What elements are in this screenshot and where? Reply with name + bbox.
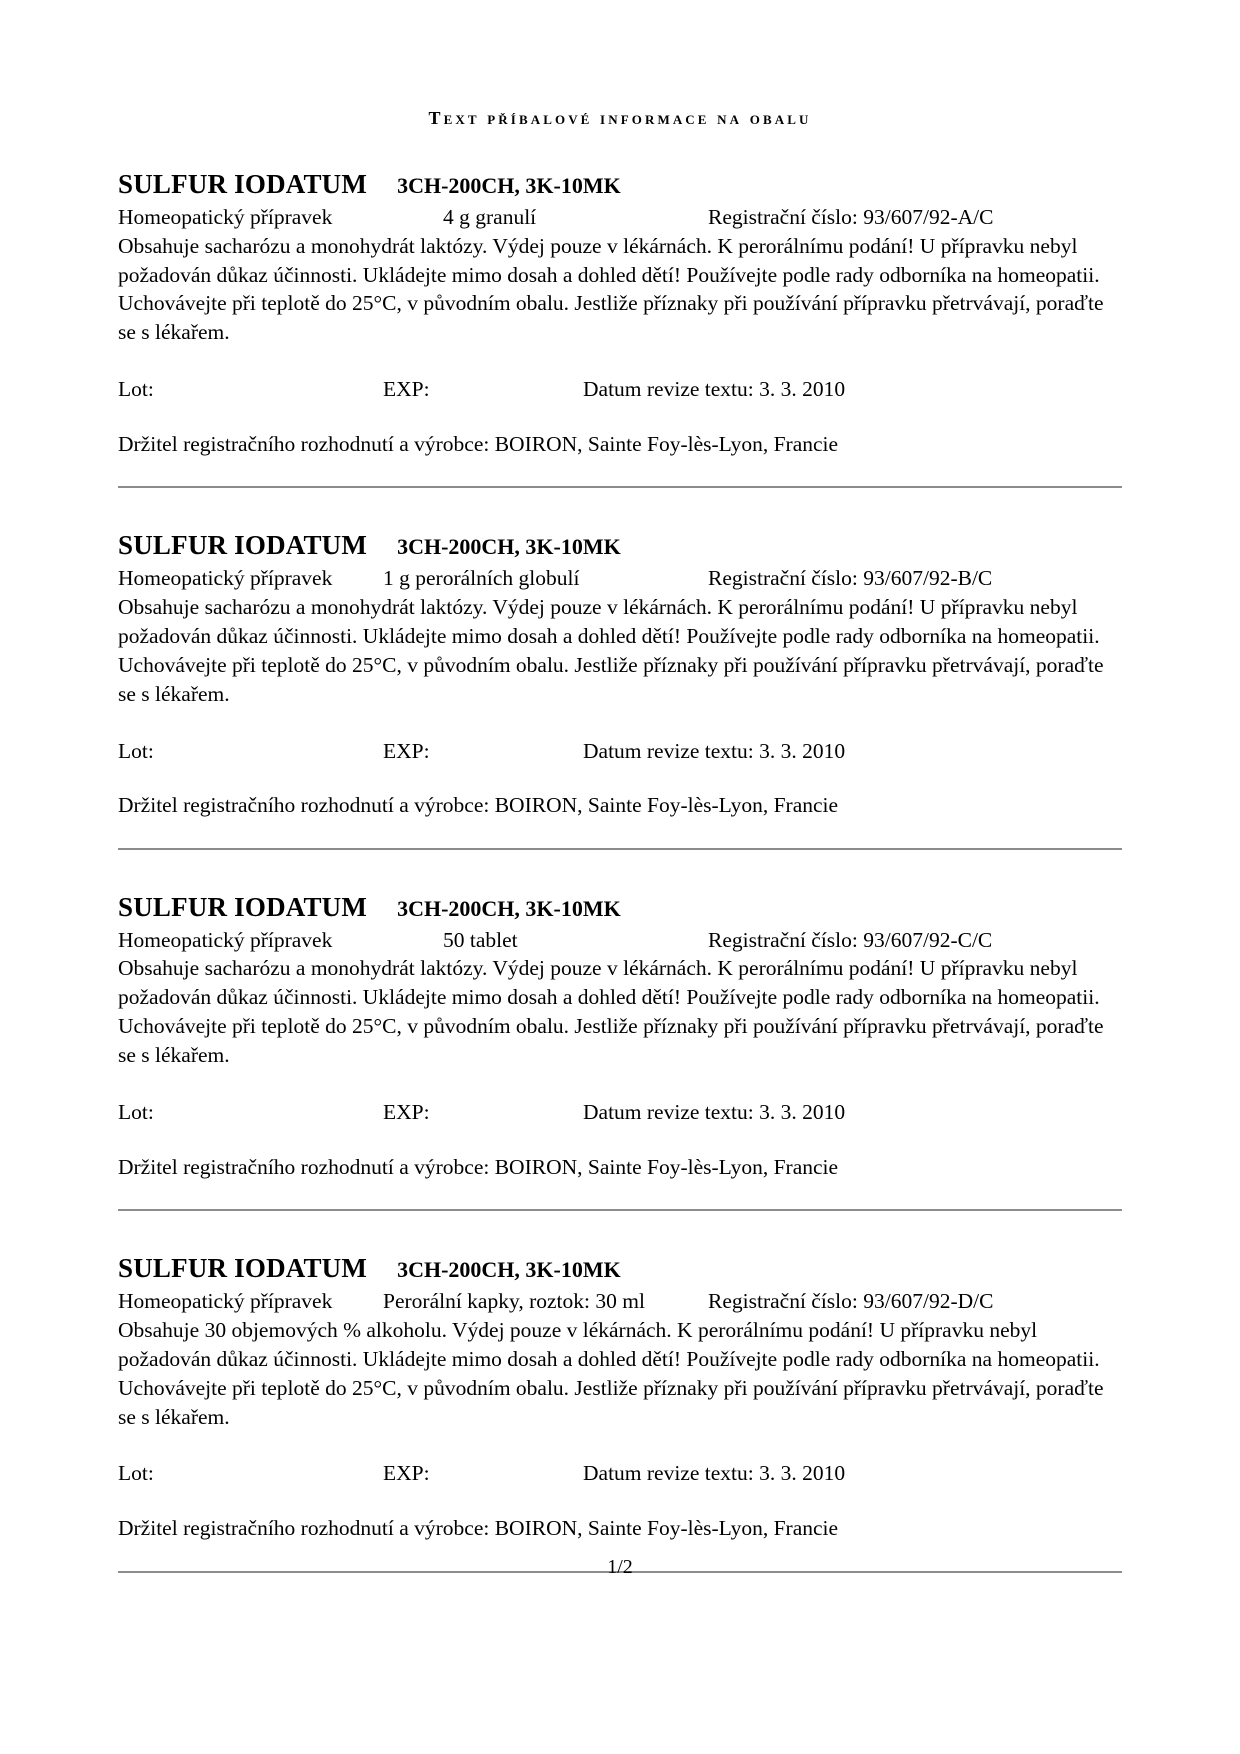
product-body-text: Obsahuje sacharózu a monohydrát laktózy. Výdej pouze v lékárnách. K perorálnímu podání! U přípravku nebyl požadován důkaz účinnosti. Ukládejte mimo dosah a dohled dětí! Používejte podle rady odborníka na homeopatii. Uchovávejte při teplotě do 25°C, v původním obalu. Jestliže příznaky při používání přípravku přetrvávají, poraďte se s lékařem.: [118, 956, 1104, 1068]
exp-label: EXP:: [383, 1100, 430, 1125]
product-meta-row: [118, 1287, 1122, 1316]
product-form: 50 tablet: [443, 927, 518, 952]
registration-number: Registrační číslo: 93/607/92-C/C: [708, 927, 993, 952]
section-spacer: [118, 1211, 1122, 1253]
product-body-text: Obsahuje sacharózu a monohydrát laktózy. Výdej pouze v lékárnách. K perorálnímu podání! U přípravku nebyl požadován důkaz účinnosti. Ukládejte mimo dosah a dohled dětí! Používejte podle rady odborníka na homeopatii. Uchovávejte při teplotě do 25°C, v původním obalu. Jestliže příznaky při používání přípravku přetrvávají, poraďte se s lékařem.: [118, 595, 1104, 706]
revision-date: Datum revize textu: 3. 3. 2010: [583, 1100, 846, 1125]
product-meta-row: [118, 564, 1122, 593]
product-potency: 3CH-200CH, 3K-10MK: [397, 173, 621, 198]
document-header-title: Text příbalové informace na obalu: [428, 108, 812, 128]
lot-label: Lot:: [118, 1461, 154, 1486]
lot-label: Lot:: [118, 377, 154, 402]
exp-label: EXP:: [383, 377, 430, 402]
product-type-label: Homeopatický přípravek: [118, 1289, 333, 1314]
revision-date: Datum revize textu: 3. 3. 2010: [583, 738, 846, 763]
lot-label: Lot:: [118, 738, 154, 763]
registration-number: Registrační číslo: 93/607/92-D/C: [708, 1289, 994, 1314]
exp-label: EXP:: [383, 738, 430, 763]
product-heading: [118, 1253, 1122, 1284]
product-meta-row: [118, 203, 1122, 232]
section-spacer: [118, 488, 1122, 530]
lot-row: [118, 1459, 1122, 1488]
page-footer: [0, 1556, 1240, 1579]
lot-row: [118, 737, 1122, 766]
holder-line: Držitel registračního rozhodnutí a výrobce: BOIRON, Sainte Foy-lès-Lyon, Francie: [118, 1516, 839, 1541]
revision-date: Datum revize textu: 3. 3. 2010: [583, 377, 846, 402]
lot-row: [118, 375, 1122, 404]
product-type-label: Homeopatický přípravek: [118, 205, 333, 229]
revision-date: Datum revize textu: 3. 3. 2010: [583, 1461, 846, 1486]
product-section: [118, 892, 1122, 1211]
section-spacer: [118, 850, 1122, 892]
product-type-label: Homeopatický přípravek: [118, 566, 333, 591]
product-section: [118, 530, 1122, 849]
product-form: Perorální kapky, roztok: 30 ml: [383, 1289, 645, 1314]
product-potency: 3CH-200CH, 3K-10MK: [397, 895, 621, 921]
registration-number: Registrační číslo: 93/607/92-B/C: [708, 566, 993, 591]
product-name: SULFUR IODATUM: [118, 530, 368, 561]
product-potency: 3CH-200CH, 3K-10MK: [397, 534, 621, 560]
product-section: [118, 1253, 1122, 1572]
lot-row: [118, 1098, 1122, 1127]
product-heading: [118, 892, 1122, 923]
holder-line: Držitel registračního rozhodnutí a výrobce: BOIRON, Sainte Foy-lès-Lyon, Francie: [118, 793, 839, 818]
product-form: 1 g perorálních globulí: [383, 566, 580, 591]
holder-line: Držitel registračního rozhodnutí a výrobce: BOIRON, Sainte Foy-lès-Lyon, Francie: [118, 431, 839, 456]
product-section: [118, 169, 1122, 488]
product-name: SULFUR IODATUM: [118, 891, 368, 922]
exp-label: EXP:: [383, 1461, 430, 1486]
product-heading: [118, 169, 1122, 200]
product-name: SULFUR IODATUM: [118, 1253, 368, 1284]
product-body-text: Obsahuje sacharózu a monohydrát laktózy. Výdej pouze v lékárnách. K perorálnímu podání! U přípravku nebyl požadován důkaz účinnosti. Ukládejte mimo dosah a dohled dětí! Používejte podle rady odborníka na homeopatii. Uchovávejte při teplotě do 25°C, v původním obalu. Jestliže příznaky při používání přípravku přetrvávají, poraďte se s lékařem.: [118, 233, 1104, 345]
product-potency: 3CH-200CH, 3K-10MK: [397, 1257, 621, 1283]
product-meta-row: [118, 926, 1122, 955]
product-form: 4 g granulí: [443, 205, 537, 229]
product-body-text: Obsahuje 30 objemových % alkoholu. Výdej pouze v lékárnách. K perorálnímu podání! U přípravku nebyl požadován důkaz účinnosti. Ukládejte mimo dosah a dohled dětí! Používejte podle rady odborníka na homeopatii. Uchovávejte při teplotě do 25°C, v původním obalu. Jestliže příznaky při používání přípravku přetrvávají, poraďte se s lékařem.: [118, 1317, 1104, 1429]
product-heading: [118, 530, 1122, 561]
holder-line: Držitel registračního rozhodnutí a výrobce: BOIRON, Sainte Foy-lès-Lyon, Francie: [118, 1154, 839, 1179]
lot-label: Lot:: [118, 1100, 154, 1125]
product-name: SULFUR IODATUM: [118, 169, 368, 199]
registration-number: Registrační číslo: 93/607/92-A/C: [708, 205, 994, 229]
page-number: 1/2: [607, 1556, 633, 1578]
product-type-label: Homeopatický přípravek: [118, 927, 333, 952]
